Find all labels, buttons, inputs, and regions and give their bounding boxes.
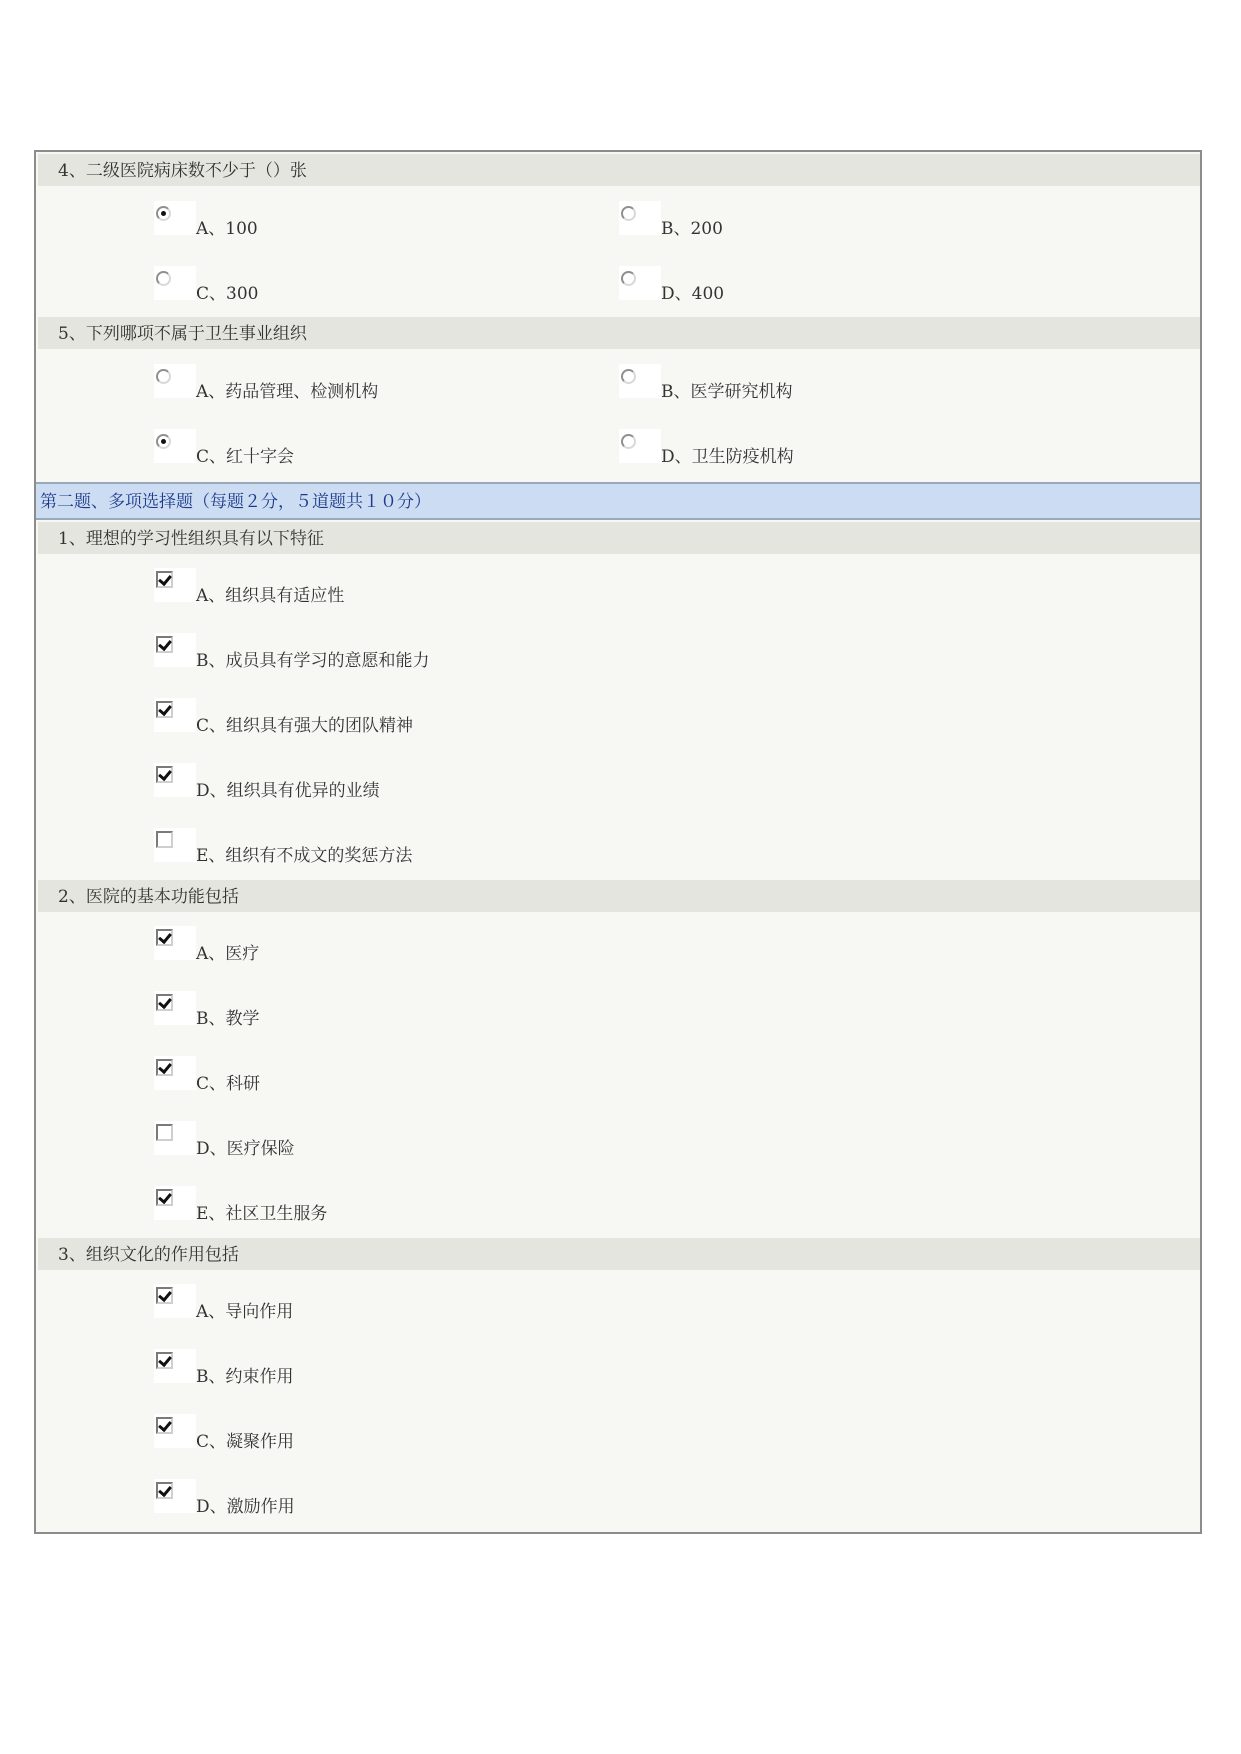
mq1-option-a-label: A、组织具有适应性 [196,586,345,606]
mq2-option-b-label: B、教学 [196,1009,260,1029]
q5-option-d-label: D、卫生防疫机构 [661,447,794,467]
mq2-option-a-checkbox[interactable] [156,929,173,946]
mq1-option-c-label: C、组织具有强大的团队精神 [196,716,414,736]
mq2-option-d-checkbox[interactable] [156,1124,173,1141]
mq3-option-b-checkbox[interactable] [156,1352,173,1369]
mq1-option-c-checkbox[interactable] [156,701,173,718]
mq3-option-d-checkbox[interactable] [156,1482,173,1499]
mq2-option-c-label: C、科研 [196,1074,261,1094]
q5-option-a-label: A、药品管理、检测机构 [196,382,379,402]
q5-option-b-radio[interactable] [621,369,636,384]
mq1-option-e-label: E、组织有不成文的奖惩方法 [196,846,413,866]
mq1-option-b-checkbox[interactable] [156,636,173,653]
mq3-option-c-checkbox[interactable] [156,1417,173,1434]
q5-option-a-radio[interactable] [156,369,171,384]
q5-option-c-label: C、红十字会 [196,447,295,467]
mq1-option-d-checkbox[interactable] [156,766,173,783]
multi-question-2-title: 2、医院的基本功能包括 [38,880,1200,912]
multi-question-1-title: 1、理想的学习性组织具有以下特征 [38,522,1200,554]
q4-option-d-radio[interactable] [621,271,636,286]
mq1-option-d-label: D、组织具有优异的业绩 [196,781,380,801]
mq2-option-c-checkbox[interactable] [156,1059,173,1076]
mq3-option-a-label: A、导向作用 [196,1302,294,1322]
multi-question-3-title: 3、组织文化的作用包括 [38,1238,1200,1270]
q4-option-c-radio[interactable] [156,271,171,286]
mq1-option-e-checkbox[interactable] [156,831,173,848]
question-5-title: 5、下列哪项不属于卫生事业组织 [38,317,1200,349]
mq3-option-b-label: B、约束作用 [196,1367,294,1387]
mq2-option-e-label: E、社区卫生服务 [196,1204,328,1224]
q5-option-b-label: B、医学研究机构 [661,382,793,402]
q4-option-a-label: A、100 [196,219,258,239]
q4-option-b-radio[interactable] [621,206,636,221]
q5-option-d-radio[interactable] [621,434,636,449]
q4-option-d-label: D、400 [661,284,725,304]
quiz-panel [34,150,1202,1534]
mq3-option-c-label: C、凝聚作用 [196,1432,295,1452]
mq2-option-b-checkbox[interactable] [156,994,173,1011]
q5-option-c-radio[interactable] [156,434,171,449]
mq3-option-d-label: D、激励作用 [196,1497,295,1517]
mq3-option-a-checkbox[interactable] [156,1287,173,1304]
mq2-option-d-label: D、医疗保险 [196,1139,295,1159]
mq2-option-a-label: A、医疗 [196,944,260,964]
q4-option-c-label: C、300 [196,284,259,304]
q4-option-b-label: B、200 [661,219,723,239]
mq1-option-a-checkbox[interactable] [156,571,173,588]
mq2-option-e-checkbox[interactable] [156,1189,173,1206]
question-4-title: 4、二级医院病床数不少于（）张 [38,154,1200,186]
section-title-multiple-choice: 第二题、多项选择题（每题２分，５道题共１０分） [36,482,1200,520]
q4-option-a-radio[interactable] [156,206,171,221]
mq1-option-b-label: B、成员具有学习的意愿和能力 [196,651,430,671]
